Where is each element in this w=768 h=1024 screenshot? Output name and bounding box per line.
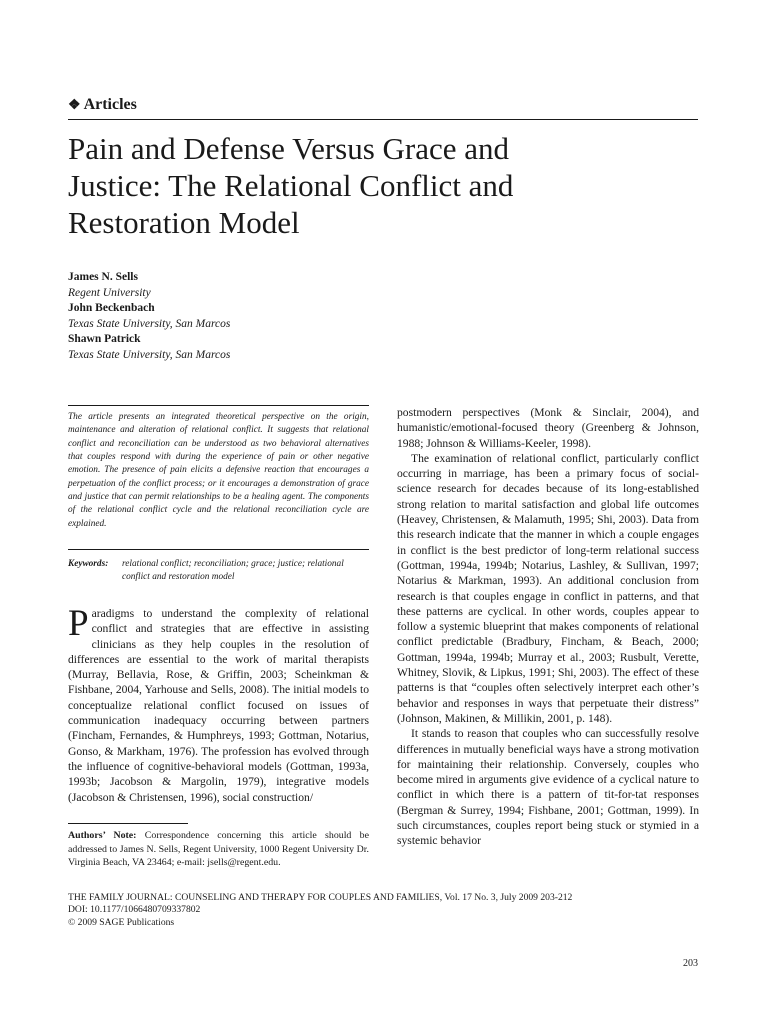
footnote-rule <box>68 823 188 824</box>
title-line: Justice: The Relational Conflict and <box>68 168 514 203</box>
section-heading <box>68 95 698 116</box>
body-left-column <box>68 603 369 805</box>
article-title <box>68 130 628 241</box>
keywords <box>68 558 369 584</box>
body-paragraph: The examination of relational conflict, particularly conflict occurring in marriage, has been a primary focus of social-science research for decades because of its long-established strong relation to marital satisfaction and global life outcomes (Heavey, Christensen, & Malamuth, 1995; Shi, 2003). Data from this research indicate that the manner in which a couple engages in conflict is the best predictor of long-term relational success (Gottman, 1994a, 1994b; Notarius, Lashley, & Sullivan, 1997; Notarius & Markman, 1993). An additional conclusion from research is that couples engage in conflict in patterns, and that these patterns are cyclical. In other words, couples appear to follow a systemic blueprint that makes components of relational conflict predictable (Bradbury, Fincham, & Beach, 2000; Gottman, 1994a, 1994b; Murray et al., 2003; Rusbult, Verette, Whitney, Slovik, & Lipkus, 1991; Shi, 2003). The effect of these patterns is that “couples often selectively interpret each other’s behavior and responses in ways that perpetuate their distress” (Johnson, Makinen, & Millikin, 2001, p. 148). <box>397 451 699 725</box>
authors-note <box>68 829 369 870</box>
header-rule <box>68 119 698 120</box>
body-paragraph: It stands to reason that couples who can successfully resolve differences in mutually beneficial ways have a strong motivation for maintaining their relationship. Conversely, couples who become mired in arguments give evidence of a cyclical nature to conflict in which there is a pattern of tit-for-tat responses (Bergman & Surrey, 1994; Fishbane, 2001; Gottman, 1999). In such circumstances, couples report being stuck or stymied in a systemic behavior <box>397 727 699 848</box>
title-line: Restoration Model <box>68 205 300 240</box>
author-name: James N. Sells <box>68 271 138 283</box>
author-affiliation: Regent University <box>68 286 151 299</box>
journal-citation: THE FAMILY JOURNAL: COUNSELING AND THERAPY FOR COUPLES AND FAMILIES, Vol. 17 No. 3, July 2009 203-212 <box>68 892 573 903</box>
page-number: 203 <box>683 958 698 969</box>
abstract: The article presents an integrated theoretical perspective on the origin, maintenance and alteration of relational conflict. It suggests that relational conflict and reconciliation can be understood as two behavioral alternatives that couples respond with during the experience of pain or other negative emotion. The presence of pain elicits a defensive reaction that encourages a perpetuation of the conflict process; or it encourages a demonstration of grace and justice that can permit relationships to be a healing agent. The components of the relational conflict cycle and the relational reconciliation cycle are explained. <box>68 412 369 529</box>
four-diamond-icon: ❖ <box>68 98 81 113</box>
authors-note-label: Authors’ Note: <box>68 830 137 841</box>
author-affiliation: Texas State University, San Marcos <box>68 348 231 361</box>
abstract-top-rule <box>68 405 369 406</box>
author-affiliation: Texas State University, San Marcos <box>68 317 231 330</box>
title-line: Pain and Defense Versus Grace and <box>68 131 510 166</box>
doi: DOI: 10.1177/1066480709337802 <box>68 904 201 916</box>
journal-footer <box>68 892 708 929</box>
keywords-text: relational conflict; reconciliation; grace; justice; relational conflict and restoration model <box>122 559 344 582</box>
authors-note-text: Correspondence concerning this article should be addressed to James N. Sells, Regent University, 1000 Regent University Dr. Virginia Beach, VA 23464; e-mail: jsells@regent.edu. <box>68 830 370 869</box>
body-right-column <box>397 405 699 849</box>
drop-cap: P <box>68 603 89 644</box>
body-paragraph <box>68 603 369 805</box>
author-list <box>68 270 468 364</box>
abstract-bottom-rule <box>68 549 369 550</box>
author-name: Shawn Patrick <box>68 333 141 346</box>
author-name: John Beckenbach <box>68 302 155 315</box>
keywords-label: Keywords: <box>68 559 109 569</box>
body-paragraph: postmodern perspectives (Monk & Sinclair, 2004), and humanistic/emotional-focused theory (Greenberg & Johnson, 1988; Johnson & Williams-Keeler, 1998). <box>397 406 699 450</box>
section-label: Articles <box>83 96 137 113</box>
copyright: © 2009 SAGE Publications <box>68 916 175 928</box>
body-paragraph-text: aradigms to understand the complexity of relational conflict and strategies that are effective in assisting clinicians as they help couples in the resolution of differences are essential to the work of marital therapists (Murray, Bellavia, Rose, & Griffin, 2003; Scheinkman & Fishbane, 2004, Yarhouse and Sells, 2008). The initial models to conceptualize relational conflict focused on issues of communication inadequacy occurring between partners (Fincham, Fernandes, & Humphreys, 1993; Gottman, Notarius, Gonso, & Markham, 1976). The profession has evolved through the influence of cognitive-behavioral models (Gottman, 1993a, 1993b; Jacobson & Margolin, 1979), integrative models (Jacobson & Christensen, 1996), social construction/ <box>68 607 369 804</box>
